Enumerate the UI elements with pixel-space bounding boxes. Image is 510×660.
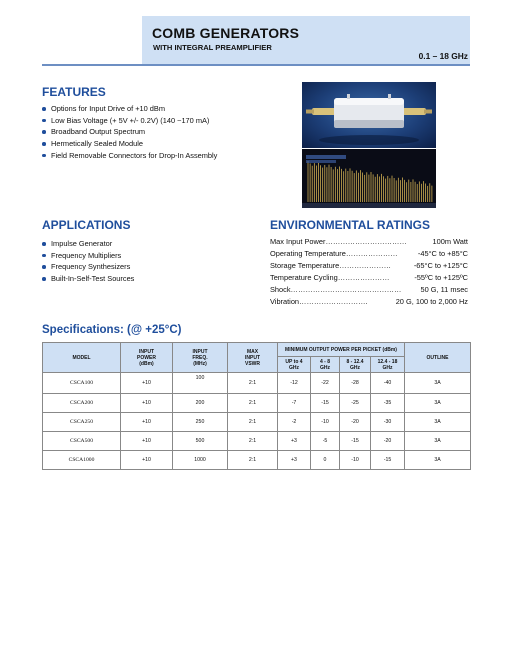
cell-outline: 3A <box>405 394 471 413</box>
table-row <box>43 413 471 432</box>
cell-band: -15 <box>371 451 405 470</box>
col-header-outline: OUTLINE <box>405 343 471 373</box>
cell-input-freq: 200 <box>173 394 228 413</box>
list-item: Hermetically Sealed Module <box>42 138 217 150</box>
col-header-band: 12.4 - 18 GHz <box>371 357 405 373</box>
frequency-range: 0.1 – 18 GHz <box>418 51 468 61</box>
applications-heading: APPLICATIONS <box>42 218 131 232</box>
features-list <box>42 103 217 162</box>
col-header-input-power: INPUT POWER (dBm) <box>121 343 173 373</box>
cell-band: -20 <box>371 432 405 451</box>
cell-model: CSCA1000 <box>43 451 121 470</box>
product-photo <box>302 82 436 148</box>
cell-band: -28 <box>340 373 371 394</box>
page-subtitle: WITH INTEGRAL PREAMPLIFIER <box>153 43 272 52</box>
cell-model: CSCA250 <box>43 413 121 432</box>
env-value: 100m Watt <box>432 237 468 246</box>
env-row: Vibration………………………. <box>270 297 368 306</box>
col-header-max-vswr: MAX INPUT VSWR <box>228 343 278 373</box>
cell-band: -40 <box>371 373 405 394</box>
env-value: -65°C to +125°C <box>413 261 468 270</box>
cell-band: -5 <box>311 432 340 451</box>
specifications-table <box>42 342 471 470</box>
cell-band: 0 <box>311 451 340 470</box>
cell-band: -35 <box>371 394 405 413</box>
cell-band: -7 <box>278 394 311 413</box>
list-item: Low Bias Voltage (+ 5V +/- 0.2V) (140 ~170 mA) <box>42 115 217 127</box>
cell-outline: 3A <box>405 373 471 394</box>
cell-outline: 3A <box>405 451 471 470</box>
env-value: -55ºC to +125ºC <box>414 273 468 282</box>
cell-model: CSCA500 <box>43 432 121 451</box>
cell-input-power: +10 <box>121 432 173 451</box>
list-item: Broadband Output Spectrum <box>42 126 217 138</box>
table-row <box>43 432 471 451</box>
cell-band: -2 <box>278 413 311 432</box>
list-item: Built-In-Self-Test Sources <box>42 273 134 285</box>
cell-band: -20 <box>340 413 371 432</box>
cell-input-power: +10 <box>121 451 173 470</box>
cell-band: -22 <box>311 373 340 394</box>
cell-band: -30 <box>371 413 405 432</box>
env-row: Storage Temperature………………… <box>270 261 392 270</box>
cell-input-power: +10 <box>121 394 173 413</box>
cell-vswr: 2:1 <box>228 451 278 470</box>
cell-band: -12 <box>278 373 311 394</box>
page-title: COMB GENERATORS <box>152 25 300 41</box>
cell-input-freq: 1000 <box>173 451 228 470</box>
cell-outline: 3A <box>405 432 471 451</box>
cell-model: CSCA100 <box>43 373 121 394</box>
col-header-band: 4 - 8 GHz <box>311 357 340 373</box>
specifications-heading: Specifications: (@ +25°C) <box>42 324 182 336</box>
cell-input-freq: 500 <box>173 432 228 451</box>
env-row: Operating Temperature………………… <box>270 249 398 258</box>
table-row <box>43 451 471 470</box>
cell-band: -15 <box>340 432 371 451</box>
environmental-heading: ENVIRONMENTAL RATINGS <box>270 218 431 232</box>
cell-input-power: +10 <box>121 413 173 432</box>
env-row: Temperature Cycling………………… <box>270 273 390 282</box>
list-item: Frequency Synthesizers <box>42 261 134 273</box>
cell-band: +3 <box>278 451 311 470</box>
col-header-input-freq: INPUT FREQ. (MHz) <box>173 343 228 373</box>
spectrum-plot-image <box>302 149 436 208</box>
col-header-model: MODEL <box>43 343 121 373</box>
table-row <box>43 373 471 394</box>
cell-band: -10 <box>340 451 371 470</box>
cell-vswr: 2:1 <box>228 394 278 413</box>
cell-vswr: 2:1 <box>228 373 278 394</box>
header-divider <box>42 64 470 66</box>
cell-input-power: +10 <box>121 373 173 394</box>
list-item: Options for Input Drive of +10 dBm <box>42 103 217 115</box>
cell-band: +3 <box>278 432 311 451</box>
list-item: Frequency Multipliers <box>42 250 134 262</box>
list-item: Field Removable Connectors for Drop-In Assembly <box>42 150 217 162</box>
cell-model: CSCA200 <box>43 394 121 413</box>
list-item: Impulse Generator <box>42 238 134 250</box>
applications-list <box>42 238 134 285</box>
col-header-min-output-power: MINIMUM OUTPUT POWER PER PICKET (dBm) <box>278 343 405 357</box>
col-header-band: 8 - 12.4 GHz <box>340 357 371 373</box>
company-logo-area <box>42 16 142 64</box>
cell-band: -10 <box>311 413 340 432</box>
env-row: Max Input Power…………………………… <box>270 237 407 246</box>
features-heading: FEATURES <box>42 85 106 99</box>
cell-vswr: 2:1 <box>228 432 278 451</box>
env-value: -45°C to +85°C <box>417 249 468 258</box>
cell-input-freq: 250 <box>173 413 228 432</box>
table-row <box>43 394 471 413</box>
cell-input-freq: 100 <box>173 373 228 394</box>
col-header-band: UP to 4 GHz <box>278 357 311 373</box>
env-row: Shock……………………………………… <box>270 285 402 294</box>
cell-outline: 3A <box>405 413 471 432</box>
cell-band: -15 <box>311 394 340 413</box>
env-value: 50 G, 11 msec <box>420 285 468 294</box>
cell-band: -25 <box>340 394 371 413</box>
env-value: 20 G, 100 to 2,000 Hz <box>395 297 468 306</box>
cell-vswr: 2:1 <box>228 413 278 432</box>
